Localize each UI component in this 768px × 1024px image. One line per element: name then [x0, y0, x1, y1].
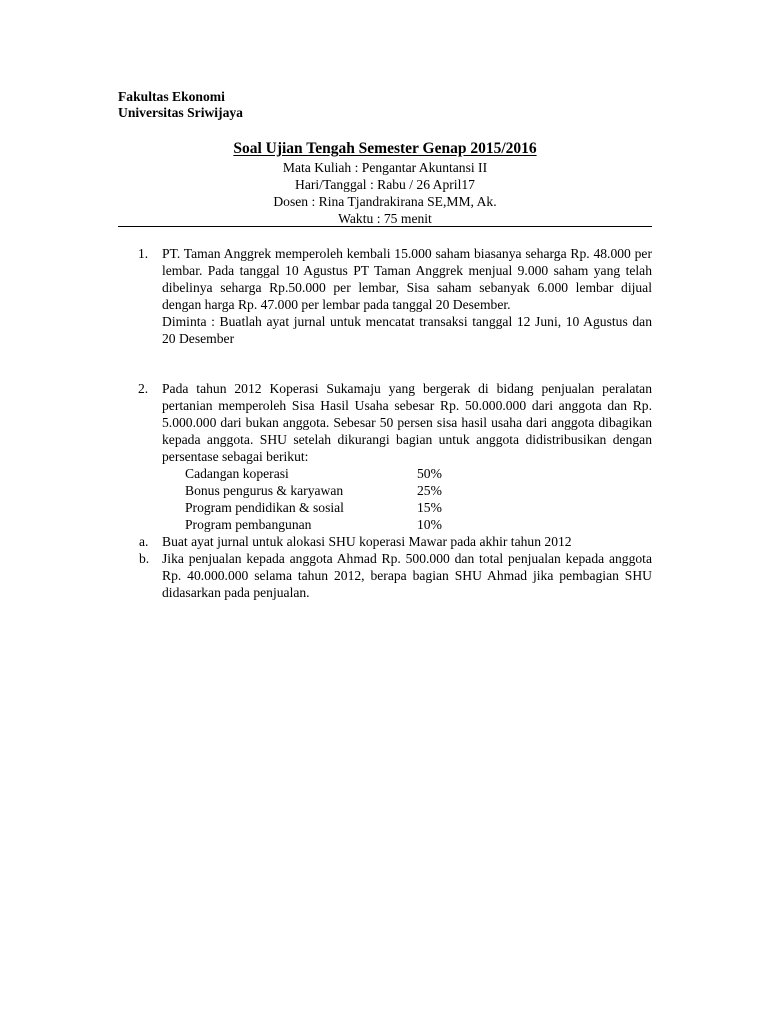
- subquestion-list: [138, 533, 652, 601]
- distribution-row: [185, 499, 442, 516]
- subquestion-text: Buat ayat jurnal untuk alokasi SHU koperasi Mawar pada akhir tahun 2012: [162, 534, 572, 549]
- subquestion-marker: a.: [139, 534, 149, 549]
- question-number: 2.: [138, 381, 149, 396]
- distribution-label: Bonus pengurus & karyawan: [185, 483, 344, 498]
- subquestion-marker: b.: [139, 551, 150, 566]
- university-name: Universitas Sriwijaya: [118, 105, 243, 120]
- exam-title: Soal Ujian Tengah Semester Genap 2015/2016: [233, 140, 537, 157]
- institution-header: [118, 89, 243, 121]
- exam-title-block: [118, 139, 652, 227]
- question-text: PT. Taman Anggrek memperoleh kembali 15.000 saham biasanya seharga Rp. 48.000 per lembar. Pada tanggal 10 Agustus PT Taman Anggrek menjual 9.000 saham yang telah dibelinya seharga Rp.50.000 per lembar, Sisa saham sebanyak 6.000 lembar dijual dengan harga Rp. 47.000 per lembar pada tanggal 20 Desember.: [162, 246, 652, 312]
- faculty-name: Fakultas Ekonomi: [118, 89, 225, 104]
- question-instruction: Diminta : Buatlah ayat jurnal untuk mencatat transaksi tanggal 12 Juni, 10 Agustus dan 20 Desember: [162, 314, 652, 346]
- distribution-percent: 15%: [417, 500, 442, 515]
- header-divider: [118, 226, 652, 227]
- subquestion-b: [138, 550, 652, 601]
- question-1: [138, 245, 652, 347]
- course-line: Mata Kuliah : Pengantar Akuntansi II: [282, 160, 488, 175]
- distribution-row: [185, 516, 442, 533]
- question-text: Pada tahun 2012 Koperasi Sukamaju yang bergerak di bidang penjualan peralatan pertanian memperoleh Sisa Hasil Usaha sebesar Rp. 50.000.000 dari anggota dan Rp. 5.000.000 dari bukan anggota. Sebesar 50 persen sisa hasil usaha dari anggota dibagikan kepada anggota. SHU setelah dikurangi bagian untuk anggota didistribusikan dengan persentase sebagai berikut:: [162, 381, 652, 464]
- distribution-table: [185, 465, 442, 533]
- question-number: 1.: [138, 246, 149, 261]
- distribution-percent: 25%: [417, 483, 442, 498]
- lecturer-line: Dosen : Rina Tjandrakirana SE,MM, Ak.: [273, 194, 497, 209]
- question-2: [138, 380, 652, 601]
- distribution-label: Program pembangunan: [185, 517, 312, 532]
- date-line: Hari/Tanggal : Rabu / 26 April17: [295, 177, 475, 192]
- duration-line: Waktu : 75 menit: [338, 211, 432, 226]
- distribution-row: [185, 465, 442, 482]
- subquestion-text: Jika penjualan kepada anggota Ahmad Rp. 500.000 dan total penjualan kepada anggota Rp. 40.000.000 selama tahun 2012, berapa bagian SHU Ahmad jika pembagian SHU didasarkan pada penjualan.: [162, 551, 652, 600]
- distribution-percent: 50%: [417, 466, 442, 481]
- distribution-label: Program pendidikan & sosial: [185, 500, 344, 515]
- distribution-percent: 10%: [417, 517, 442, 532]
- distribution-label: Cadangan koperasi: [185, 466, 289, 481]
- subquestion-a: [138, 533, 652, 550]
- distribution-row: [185, 482, 442, 499]
